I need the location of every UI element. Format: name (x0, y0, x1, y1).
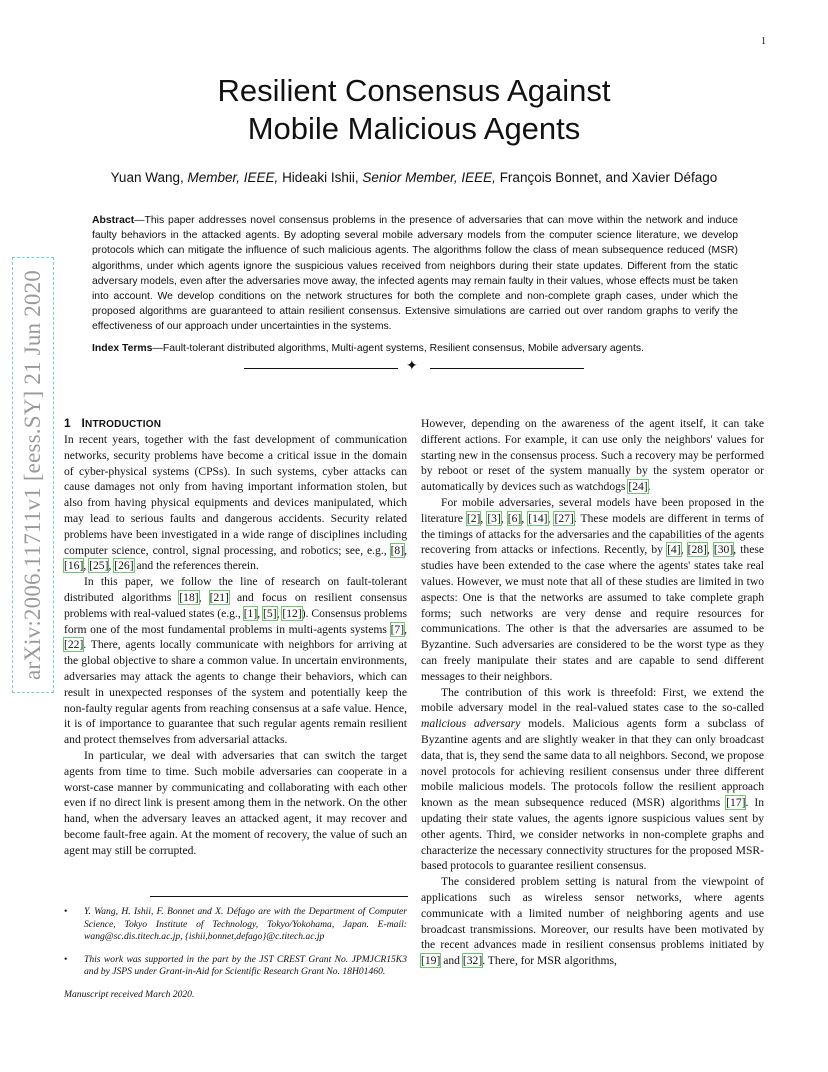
text-run: , (680, 543, 688, 557)
text-run: In recent years, together with the fast development of communication networks, security problems have become a critical issue in the domain of cyber-physical systems (CPSs). In such systems, cyber attacks can cause damages not only from having important information stolen, but also from having physical equipments and devices manipulated, which may lead to serious faults and dangerous accidents. Security related problems have been investigated in a wide range of disciplines including computer science, control, signal processing, and robotics; see, e.g., (64, 433, 407, 557)
author-1-role: Member, IEEE, (187, 170, 279, 185)
citation-link[interactable]: [24] (628, 480, 648, 494)
text-run: , (108, 559, 115, 573)
text-run: and the references therein. (133, 559, 259, 573)
citation-link[interactable]: [17] (726, 796, 746, 810)
citation-link[interactable]: [4] (667, 543, 681, 557)
text-run: For mobile adversaries, several models have been proposed in the literature (421, 495, 764, 525)
abstract-text: —This paper addresses novel consensus problems in the presence of adversaries that can move within the network and induce faulty behaviors in the attacked agents. By adopting several mobile adversary models from the computer science literature, we develop protocols which can mitigate the influence of such malicious agents. The algorithms follow the class of mean subsequence reduced (MSR) algorithms, under which agents ignore the suspicious values received from neighbors during their state updates. Different from the static adversary models, even after the adversaries move away, the infected agents may remain faulty in their values, whose effects must be taken into account. We develop conditions on the network structures for both the complete and non-complete graph cases, under which the proposed algorithms are guaranteed to attain resilient consensus. Extensive simulations are carried out over random graphs to verify the effectiveness of our approach under uncertainties in the systems. (92, 215, 738, 333)
citation-link[interactable]: [16] (64, 559, 84, 573)
citation-link[interactable]: [6] (507, 511, 522, 525)
author-3-4: François Bonnet, and Xavier Défago (499, 170, 718, 185)
citation-link[interactable]: [26] (114, 559, 134, 573)
text-run: models. Malicious agents form a subclass of Byzantine agents and are slightly weaker in that they can only broadcast data, that is, they send the same data to all neighbors. Second, we propose novel protocols for achieving resilient consensus under three different mobile malicious models. The protocols follow the resilient approach known as the mean subsequence reduced (MSR) algorithms (421, 717, 764, 810)
bullet-icon: • (64, 906, 68, 917)
left-column (64, 416, 407, 859)
divider-line-left (244, 368, 398, 369)
author-2-role: Senior Member, IEEE, (362, 170, 496, 185)
footnote-rule (150, 896, 408, 897)
citation-link[interactable]: [12] (282, 606, 302, 620)
citation-link[interactable]: [1] (243, 606, 258, 620)
text-run: , (706, 543, 714, 557)
page-number: 1 (761, 36, 766, 47)
text-run: . These models are different in terms of the timings of attacks for the adversaries and the capabilities of the agents recovering from attacks or infections. Recently, by (421, 511, 765, 557)
text-run: , (404, 622, 407, 636)
footnote-affiliation (64, 906, 407, 944)
section-number: 1 (64, 416, 71, 430)
section-title-rest: NTRODUCTION (85, 419, 162, 430)
author-list (0, 170, 828, 185)
text-run: , these studies have been extended to the case where the agents' states take real values. However, we must note that all of these studies are limited in two aspects: One is that the networks are assumed to take complete graph forms; such networks are very dense and require resources for communications. The other is that the adversaries are assumed to be Byzantine. Such adversaries are considered to be the worst type as they can freely manipulate their states and are capable to send different messages to their neighbors. (421, 543, 765, 683)
citation-link[interactable]: [18] (179, 590, 199, 604)
citation-link[interactable]: [32] (462, 954, 483, 968)
right-paragraph-4 (421, 874, 764, 969)
citation-link[interactable]: [2] (466, 511, 481, 525)
section-heading-introduction (64, 416, 407, 430)
text-run: . In updating their state values, the agents ignore suspicious values sent by other agents. Third, we consider networks in non-complete graphs and characterize the necessary connectivity structures for the proposed MSR-based protocols to guarantee resilient consensus. (421, 796, 764, 873)
emphasis-text: malicious adversary (421, 717, 521, 731)
citation-link[interactable]: [19] (421, 954, 441, 968)
text-run: The considered problem setting is natural from the viewpoint of applications such as wireless sensor networks, where agents communicate with a limited number of neighboring agents and use broadcast transmissions. Moreover, our results have been motivated by the recent advances made in resilient consensus problems initiated by (421, 875, 764, 952)
index-terms-label: Index Terms (92, 343, 153, 354)
index-terms-text: —Fault-tolerant distributed algorithms, Multi-agent systems, Resilient consensus, Mobile adversary agents. (152, 343, 644, 354)
footnote-funding-text: This work was supported in the part by the JST CREST Grant No. JPMJCR15K3 and by JSPS under Grant-in-Aid for Scientific Research Grant No. 18H01460. (84, 953, 407, 978)
citation-link[interactable]: [8] (390, 543, 405, 557)
manuscript-date: Manuscript received March 2020. (64, 988, 195, 1000)
intro-paragraph-1 (64, 432, 407, 574)
divider-star-icon: ✦ (406, 358, 418, 374)
section-title-initial: I (81, 416, 86, 430)
citation-link[interactable]: [27] (554, 511, 574, 525)
right-paragraph-3 (421, 685, 764, 875)
abstract (92, 213, 738, 335)
paper-title (0, 72, 828, 148)
text-run: , (83, 559, 90, 573)
text-run: ). Consensus problems form one of the most fundamental problems in multi-agents systems (64, 606, 408, 636)
arxiv-stamp[interactable]: arXiv:2006.11711v1 [eess.SY] 21 Jun 2020 (10, 255, 56, 695)
citation-link[interactable]: [22] (64, 638, 84, 652)
citation-link[interactable]: [21] (209, 590, 229, 604)
footnote-affiliation-text: Y. Wang, H. Ishii, F. Bonnet and X. Défago are with the Department of Computer Science, Tokyo Institute of Technology, Tokyo/Yokohama, Japan. E-mail: wang@sc.dis.titech.ac.jp, {ishii,bonnet,defago}@c.titech.ac.jp (84, 906, 407, 943)
text-run: , (257, 606, 264, 620)
citation-link[interactable]: [14] (528, 511, 548, 525)
text-run: , (198, 590, 210, 604)
citation-link[interactable]: [3] (487, 511, 501, 525)
text-run: , (500, 511, 508, 525)
text-run: . (647, 480, 651, 494)
citation-link[interactable]: [30] (713, 543, 734, 557)
text-run: , (480, 511, 488, 525)
citation-link[interactable]: [28] (687, 543, 707, 557)
text-run: , (404, 543, 407, 557)
section-divider (244, 358, 584, 375)
text-run: and (440, 954, 463, 968)
divider-line-right (430, 368, 584, 369)
intro-paragraph-2 (64, 574, 407, 748)
citation-link[interactable]: [5] (263, 606, 277, 620)
right-paragraph-2 (421, 495, 764, 685)
text-run: and focus on resilient consensus problems with real-valued states (e.g., (64, 590, 407, 620)
index-terms (92, 341, 738, 356)
bullet-icon: • (64, 953, 68, 965)
title-line-1: Resilient Consensus Against (217, 73, 611, 108)
text-run: , (276, 606, 283, 620)
text-run: In this paper, we follow the line of research on fault-tolerant distributed algorithms (64, 575, 407, 604)
right-column (421, 416, 764, 969)
footnote-funding (64, 954, 407, 979)
title-line-2: Mobile Malicious Agents (247, 111, 581, 146)
text-run: The contribution of this work is threefold: First, we extend the mobile adversary model in the real-valued states case to the so-called (421, 685, 764, 715)
text-run: . There, agents locally communicate with neighbors for arriving at the global objective to share a common value. In uncertain environments, adversaries may attack the agents to change their behaviors, which can result in unexpected responses of the system and potentially keep the non-faulty regular agents from reaching consensus at a safe value. Hence, it is of importance to guarantee that such regular agents remain resilient and protect themselves from adversarial attacks. (64, 638, 407, 747)
intro-paragraph-3: In particular, we deal with adversaries that can switch the target agents from time to time. Such mobile adversaries can cooperate in a worst-case manner by communicating and collaborating with each other even if no direct link is present among them in the network. On the other hand, when the adversary leaves an attacked agent, it may recover and become fault-free again. At the moment of recovery, the value of such an agent may still be corrupted. (64, 748, 407, 857)
text-run: , (521, 511, 529, 525)
right-paragraph-1 (421, 416, 764, 495)
author-2: Hideaki Ishii, (282, 170, 359, 185)
citation-link[interactable]: [7] (390, 622, 405, 636)
footnotes (64, 906, 407, 1002)
abstract-label: Abstract (92, 215, 135, 226)
author-1: Yuan Wang, (110, 170, 184, 185)
text-run: However, depending on the awareness of the agent itself, it can take different actions. For example, it can use only the neighbors' values for starting new in the consensus process. Such a recovery may be performed by reboot or reset of the system manually by the system operator or automatically by devices such as watchdogs (421, 417, 764, 494)
text-run: . There, for MSR algorithms, (482, 954, 617, 968)
text-run: , (547, 511, 555, 525)
citation-link[interactable]: [25] (89, 559, 109, 573)
